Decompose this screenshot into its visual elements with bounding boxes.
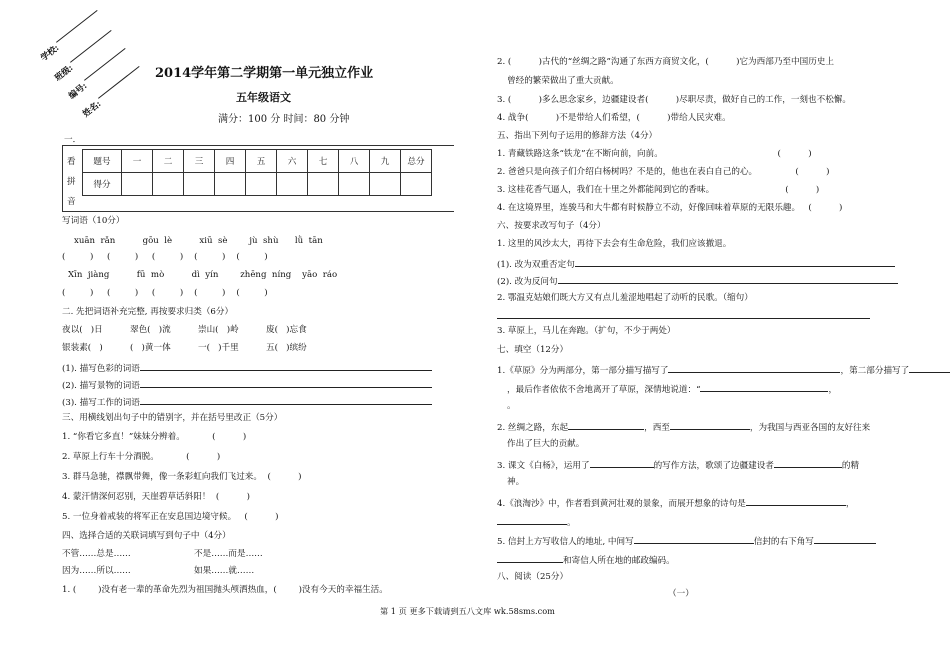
section-one-char-2: 拼 bbox=[67, 177, 76, 187]
r-line-5: 五、指出下列句子运用的修辞方法（4分） bbox=[497, 131, 658, 141]
score-header-cell: 八 bbox=[339, 150, 370, 173]
r-line-1: 2. ( )古代的“丝绸之路”沟通了东西方商贸文化，( )它为西部乃至中国历史上 bbox=[497, 57, 834, 67]
score-header-cell: 五 bbox=[246, 150, 277, 173]
score-header-cell: 一 bbox=[122, 150, 153, 173]
score-header-cell: 四 bbox=[215, 150, 246, 173]
r-line-4: 4. 战争( )不是带给人们希望，( )带给人民灾难。 bbox=[497, 113, 731, 123]
r-line-25: 。 bbox=[497, 515, 576, 529]
s2-title: 二. 先把词语补充完整, 再按要求归类（6分） bbox=[62, 307, 234, 317]
page-title: 2014学年第二学期第一单元独立作业 bbox=[155, 66, 374, 81]
r-line-2: 曾经的繁荣做出了重大贡献。 bbox=[507, 76, 619, 86]
r-line-23: 神。 bbox=[507, 477, 525, 487]
score-header-cell: 总分 bbox=[401, 150, 432, 173]
s3-item-5: 5. 一位身着戒装的将军正在安息国边境守候。 ( ) bbox=[62, 512, 279, 522]
r-line-18: ，最后作者依依不舍地离开了草原，深情地说道：“ ， bbox=[507, 382, 837, 396]
score-header-cell: 九 bbox=[370, 150, 401, 173]
s1-pinyin-1: xuān rǎn gōu lè xiū sè jù shù lǜ tān bbox=[74, 236, 323, 246]
header-rule-bottom bbox=[62, 211, 454, 212]
score-cell[interactable] bbox=[246, 173, 277, 196]
r-line-19: 。 bbox=[507, 401, 516, 411]
r-line-27: 和寄信人所在地的邮政编码。 bbox=[497, 553, 675, 567]
s3-item-1: 1. “你看它多直！”妹妹分辨着。 ( ) bbox=[62, 432, 247, 442]
r-line-24: 4.《浪淘沙》中，作者看到黄河壮观的景象，而展开想象的诗句是 ， bbox=[497, 496, 854, 510]
score-info: 满分：100 分 时间：80 分钟 bbox=[218, 114, 350, 125]
s4-option-a: 不管……总是…… bbox=[62, 549, 131, 559]
r-line-26: 5. 信封上方写收信人的地址, 中间写 信封的右下角写 bbox=[497, 534, 876, 548]
r-line-21: 作出了巨大的贡献。 bbox=[507, 439, 585, 449]
score-cell[interactable] bbox=[370, 173, 401, 196]
s3-item-2: 2. 草原上行车十分酒脱。 ( ) bbox=[62, 452, 221, 462]
left-border bbox=[62, 145, 63, 211]
s2-q1: (1). 描写色彩的词语 bbox=[62, 361, 432, 375]
class-line bbox=[70, 30, 112, 63]
r-line-16: 七、填空（12分） bbox=[497, 345, 569, 355]
score-cell[interactable] bbox=[184, 173, 215, 196]
score-cell[interactable] bbox=[153, 173, 184, 196]
page-subtitle: 五年级语文 bbox=[236, 91, 291, 104]
class-label: 班级: bbox=[53, 63, 76, 84]
r-line-15: 3. 草原上，马儿在奔跑。（扩句，不少于两处） bbox=[497, 326, 676, 336]
r-line-14: 2. 鄂温克姑娘们既大方又有点儿羞涩地唱起了动听的民歌。（缩句） bbox=[497, 293, 753, 303]
r-line-11: 1. 这里的风沙太大，再待下去会有生命危险，我们应该撤退。 bbox=[497, 239, 732, 249]
s3-item-4: 4. 蒙汗情深何忍别，天崖碧草话斜阳！ ( ) bbox=[62, 492, 250, 502]
name-line bbox=[98, 66, 140, 99]
r-line-8: 3. 这桂花香气逼人，我们在十里之外都能闻到它的香味。 ( ) bbox=[497, 185, 820, 195]
section-one-char-1: 看 bbox=[67, 157, 76, 167]
score-cell[interactable] bbox=[215, 173, 246, 196]
name-label: 姓名: bbox=[81, 99, 104, 120]
s2-row-2: 银装素( ) ( )黄一体 一( )千里 五( )缤纷 bbox=[62, 343, 307, 353]
s1-title: 写词语（10分） bbox=[62, 216, 125, 226]
s4-option-b: 不是……而是…… bbox=[194, 549, 263, 559]
s3-title: 三、用横线划出句子中的错别字，并在括号里改正（5分） bbox=[62, 413, 283, 423]
r-line-7: 2. 爸爸只是向孩子们介绍白杨树吗？不是的，他也在表白自己的心。 ( ) bbox=[497, 167, 830, 177]
r-answer-line-14 bbox=[497, 318, 870, 319]
header-rule bbox=[62, 145, 454, 146]
r-line-17: 1.《草原》分为两部分，第一部分描写描写了 ，第二部分描写了 bbox=[497, 363, 950, 377]
r-line-9: 4. 在这境界里，连骏马和大牛都有时候静立不动，好像回味着草原的无限乐趣。 ( ) bbox=[497, 203, 843, 213]
r-line-29: （一） bbox=[668, 589, 694, 599]
score-header-cell: 七 bbox=[308, 150, 339, 173]
r-line-22: 3. 课文《白杨》，运用了 的写作方法，歌颂了边疆建设者 的精 bbox=[497, 458, 859, 472]
r-line-20: 2. 丝绸之路，东起 ，西至 ，为我国与西亚各国的友好往来 bbox=[497, 420, 870, 434]
page-footer: 第 1 页 更多下载请到五八文库 wk.58sms.com bbox=[380, 606, 555, 616]
number-line bbox=[84, 48, 126, 81]
s4-item-1: 1. ( )没有老一辈的革命先烈为祖国抛头颅洒热血，( )没有今天的幸福生活。 bbox=[62, 585, 388, 595]
s2-row-1: 夜以( )日 翠色( )流 崇山( )岭 废( )忘食 bbox=[62, 325, 307, 335]
score-table bbox=[82, 149, 432, 196]
s1-brackets-2: ( ) ( ) ( ) ( ) ( ) bbox=[62, 288, 268, 298]
section-one-mark: 一． bbox=[64, 135, 82, 145]
r-line-12: (1). 改为双重否定句 bbox=[497, 257, 895, 271]
s4-title: 四、选择合适的关联词填写到句子中（4分） bbox=[62, 531, 231, 541]
number-label: 编号: bbox=[67, 81, 90, 102]
score-cell[interactable] bbox=[308, 173, 339, 196]
r-line-28: 八、阅读（25分） bbox=[497, 572, 569, 582]
score-cell[interactable] bbox=[339, 173, 370, 196]
score-header-cell: 题号 bbox=[83, 150, 122, 173]
section-one-char-3: 音 bbox=[67, 197, 76, 207]
score-header-cell: 六 bbox=[277, 150, 308, 173]
r-line-3: 3. ( )多么思念家乡，边疆建设者( )尽职尽责，做好自己的工作，一刻也不松懈。 bbox=[497, 95, 851, 105]
score-header-cell: 三 bbox=[184, 150, 215, 173]
score-row-label: 得分 bbox=[83, 173, 122, 196]
score-cell[interactable] bbox=[277, 173, 308, 196]
s2-q3: (3). 描写工作的词语 bbox=[62, 395, 432, 409]
r-line-10: 六、按要求改写句子（4分） bbox=[497, 221, 606, 231]
s3-item-3: 3. 群马急驰，襟飘带舞，像一条彩虹向我们飞过来。 ( ) bbox=[62, 472, 302, 482]
r-line-6: 1. 青藏铁路这条“铁龙”在不断向前，向前。 ( ) bbox=[497, 149, 812, 159]
score-header-cell: 二 bbox=[153, 150, 184, 173]
score-cell[interactable] bbox=[401, 173, 432, 196]
r-line-13: (2). 改为反问句 bbox=[497, 274, 898, 288]
s1-brackets-1: ( ) ( ) ( ) ( ) ( ) bbox=[62, 252, 268, 262]
school-line bbox=[56, 10, 98, 43]
s4-option-c: 因为……所以…… bbox=[62, 566, 131, 576]
s4-option-d: 如果……就…… bbox=[194, 566, 255, 576]
s2-q2: (2). 描写景物的词语 bbox=[62, 378, 432, 392]
score-cell[interactable] bbox=[122, 173, 153, 196]
s1-pinyin-2: Xīn jiàng fū mò dì yín zhēng níng yāo ráo bbox=[68, 270, 338, 280]
school-label: 学校: bbox=[39, 43, 62, 64]
